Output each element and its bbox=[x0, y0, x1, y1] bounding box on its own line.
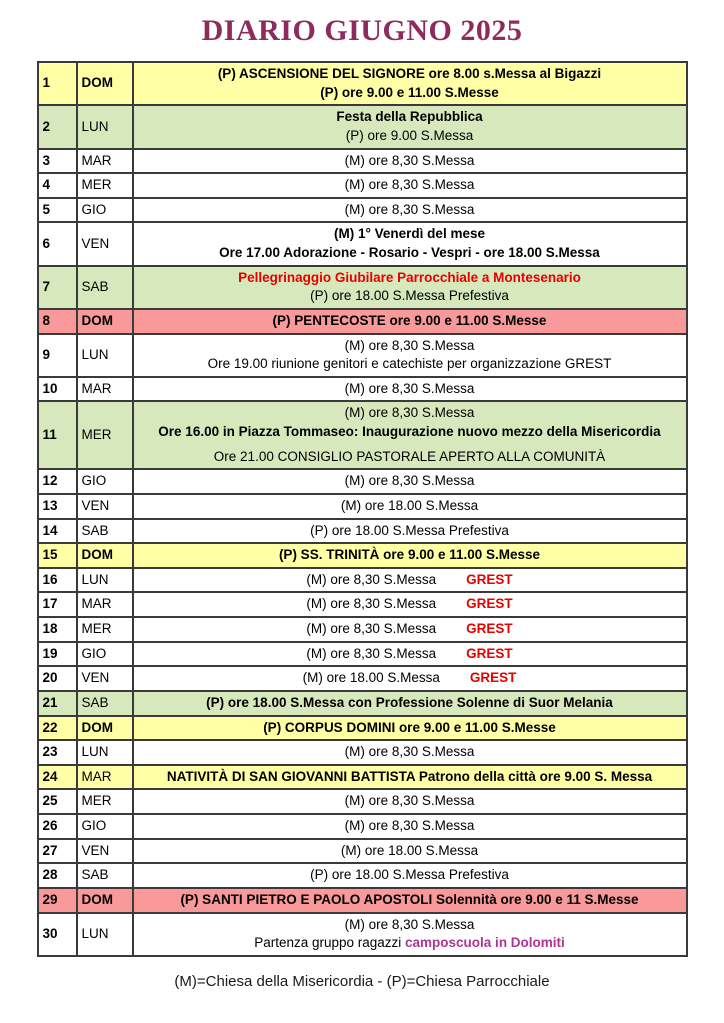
weekday-label: MAR bbox=[77, 592, 133, 617]
diary-row bbox=[38, 173, 687, 198]
event-line bbox=[138, 225, 682, 244]
day-events bbox=[133, 592, 687, 617]
diary-row bbox=[38, 568, 687, 593]
weekday-label: LUN bbox=[77, 568, 133, 593]
day-number: 16 bbox=[38, 568, 77, 593]
diary-row bbox=[38, 888, 687, 913]
event-line bbox=[138, 792, 682, 811]
diary-row bbox=[38, 716, 687, 741]
event-line bbox=[138, 287, 682, 306]
weekday-label: MAR bbox=[77, 377, 133, 402]
event-text: NATIVITÀ DI SAN GIOVANNI BATTISTA Patrono della città ore 9.00 S. Messa bbox=[166, 768, 653, 784]
diary-row bbox=[38, 469, 687, 494]
day-number: 15 bbox=[38, 543, 77, 568]
event-text: (P) ASCENSIONE DEL SIGNORE ore 8.00 s.Messa al Bigazzi bbox=[217, 66, 602, 81]
weekday-label: VEN bbox=[77, 666, 133, 691]
weekday-label: GIO bbox=[77, 469, 133, 494]
day-number: 22 bbox=[38, 716, 77, 741]
event-text: GREST bbox=[469, 670, 517, 686]
day-events bbox=[133, 814, 687, 839]
day-number: 12 bbox=[38, 469, 77, 494]
event-text: Ore 17.00 Adorazione - Rosario - Vespri - ore 18.00 S.Messa bbox=[219, 245, 600, 260]
event-text: (M) 1° Venerdì del mese bbox=[334, 226, 485, 242]
event-line bbox=[138, 595, 682, 614]
event-text: Pellegrinaggio Giubilare Parrocchiale a Montesenario bbox=[238, 269, 581, 285]
event-line bbox=[138, 817, 682, 836]
diary-row bbox=[38, 913, 687, 956]
weekday-label: VEN bbox=[77, 839, 133, 864]
event-text: (P) ore 18.00 S.Messa con Professione Solenne di Suor Melania bbox=[206, 694, 613, 710]
day-number: 5 bbox=[38, 198, 77, 223]
day-number: 30 bbox=[38, 913, 77, 956]
event-text: (P) SANTI PIETRO E PAOLO APOSTOLI Solennità ore 9.00 e 11 S.Messe bbox=[180, 891, 639, 907]
day-number: 26 bbox=[38, 814, 77, 839]
day-number: 3 bbox=[38, 149, 77, 174]
event-text: (M) ore 8,30 S.Messa bbox=[344, 380, 475, 396]
day-events bbox=[133, 494, 687, 519]
event-text: Ore 16.00 in Piazza Tommaseo: Inaugurazione nuovo mezzo della Misericordia bbox=[158, 424, 661, 439]
diary-row bbox=[38, 617, 687, 642]
event-text: GREST bbox=[466, 645, 513, 661]
event-line bbox=[138, 176, 682, 195]
event-line bbox=[138, 891, 682, 910]
day-events bbox=[133, 716, 687, 741]
day-number: 7 bbox=[38, 266, 77, 309]
day-number: 29 bbox=[38, 888, 77, 913]
weekday-label: GIO bbox=[77, 814, 133, 839]
day-events bbox=[133, 666, 687, 691]
diary-row bbox=[38, 814, 687, 839]
weekday-label: SAB bbox=[77, 519, 133, 544]
weekday-label: GIO bbox=[77, 198, 133, 223]
event-line bbox=[138, 84, 682, 103]
event-text: (M) ore 8,30 S.Messa bbox=[344, 152, 475, 168]
weekday-label: DOM bbox=[77, 716, 133, 741]
event-text: Ore 21.00 CONSIGLIO PASTORALE APERTO ALLA COMUNITÀ bbox=[213, 448, 606, 464]
event-line bbox=[138, 546, 682, 565]
diary-row bbox=[38, 334, 687, 377]
diary-row bbox=[38, 740, 687, 765]
weekday-label: VEN bbox=[77, 494, 133, 519]
weekday-label: MER bbox=[77, 789, 133, 814]
event-line bbox=[138, 571, 682, 590]
event-text: (M) ore 8,30 S.Messa bbox=[306, 645, 437, 661]
day-events bbox=[133, 469, 687, 494]
diary-row bbox=[38, 839, 687, 864]
weekday-label: SAB bbox=[77, 691, 133, 716]
event-text: (M) ore 8,30 S.Messa bbox=[344, 337, 475, 353]
day-number: 27 bbox=[38, 839, 77, 864]
diary-row bbox=[38, 222, 687, 265]
event-line bbox=[138, 380, 682, 399]
weekday-label: LUN bbox=[77, 913, 133, 956]
diary-row bbox=[38, 765, 687, 790]
event-text: (M) ore 18.00 S.Messa bbox=[302, 670, 440, 686]
event-text: (M) ore 8,30 S.Messa bbox=[306, 596, 437, 612]
weekday-label: SAB bbox=[77, 266, 133, 309]
event-line bbox=[138, 620, 682, 639]
event-text: (M) ore 18.00 S.Messa bbox=[340, 497, 479, 513]
day-events bbox=[133, 105, 687, 148]
event-text: (M) ore 8,30 S.Messa bbox=[344, 793, 475, 809]
diary-row bbox=[38, 149, 687, 174]
weekday-label: LUN bbox=[77, 334, 133, 377]
event-line bbox=[138, 152, 682, 171]
event-text: (M) ore 8,30 S.Messa bbox=[344, 744, 475, 760]
day-number: 4 bbox=[38, 173, 77, 198]
event-text: (M) ore 8,30 S.Messa bbox=[344, 473, 475, 489]
day-number: 18 bbox=[38, 617, 77, 642]
event-line bbox=[138, 244, 682, 263]
weekday-label: GIO bbox=[77, 642, 133, 667]
diary-row bbox=[38, 863, 687, 888]
day-number: 24 bbox=[38, 765, 77, 790]
weekday-label: DOM bbox=[77, 543, 133, 568]
day-events bbox=[133, 62, 687, 105]
event-line bbox=[138, 842, 682, 861]
event-text: (M) ore 8,30 S.Messa bbox=[344, 818, 475, 833]
event-line bbox=[138, 269, 682, 288]
day-number: 14 bbox=[38, 519, 77, 544]
event-line bbox=[138, 768, 682, 787]
event-line bbox=[138, 743, 682, 762]
event-text: (M) ore 8,30 S.Messa bbox=[344, 405, 475, 421]
day-number: 13 bbox=[38, 494, 77, 519]
day-events bbox=[133, 863, 687, 888]
weekday-label: MER bbox=[77, 173, 133, 198]
event-text: (P) ore 9.00 e 11.00 S.Messe bbox=[320, 84, 499, 100]
day-events bbox=[133, 377, 687, 402]
event-text: (M) ore 8,30 S.Messa bbox=[344, 916, 475, 932]
day-events bbox=[133, 568, 687, 593]
diary-row bbox=[38, 642, 687, 667]
event-line bbox=[138, 866, 682, 885]
event-line bbox=[138, 108, 682, 127]
day-number: 6 bbox=[38, 222, 77, 265]
day-events bbox=[133, 401, 687, 469]
event-line bbox=[138, 337, 682, 356]
event-line bbox=[138, 65, 682, 84]
event-text: (M) ore 8,30 S.Messa bbox=[306, 621, 437, 636]
weekday-label: MER bbox=[77, 401, 133, 469]
day-events bbox=[133, 222, 687, 265]
event-line bbox=[138, 669, 682, 688]
diary-row bbox=[38, 62, 687, 105]
day-events bbox=[133, 266, 687, 309]
diary-row bbox=[38, 592, 687, 617]
diary-table bbox=[37, 61, 688, 957]
day-number: 17 bbox=[38, 592, 77, 617]
diary-row bbox=[38, 789, 687, 814]
weekday-label: LUN bbox=[77, 105, 133, 148]
day-number: 8 bbox=[38, 309, 77, 334]
event-text: GREST bbox=[466, 571, 513, 587]
event-line bbox=[138, 719, 682, 738]
event-text: (P) ore 18.00 S.Messa Prefestiva bbox=[310, 288, 509, 304]
day-number: 21 bbox=[38, 691, 77, 716]
event-line bbox=[138, 694, 682, 713]
day-events bbox=[133, 642, 687, 667]
diary-row bbox=[38, 401, 687, 469]
weekday-label: SAB bbox=[77, 863, 133, 888]
weekday-label: MAR bbox=[77, 765, 133, 790]
diary-row bbox=[38, 377, 687, 402]
day-events bbox=[133, 543, 687, 568]
day-events bbox=[133, 765, 687, 790]
day-number: 25 bbox=[38, 789, 77, 814]
day-number: 20 bbox=[38, 666, 77, 691]
day-events bbox=[133, 691, 687, 716]
event-text: Festa della Repubblica bbox=[336, 109, 483, 125]
day-events bbox=[133, 617, 687, 642]
page-title: DIARIO GIUGNO 2025 bbox=[201, 14, 523, 47]
event-line bbox=[138, 472, 682, 491]
event-line bbox=[138, 423, 682, 442]
day-number: 11 bbox=[38, 401, 77, 469]
day-number: 10 bbox=[38, 377, 77, 402]
event-text: (P) ore 18.00 S.Messa Prefestiva bbox=[310, 867, 509, 883]
legend-text: (M)=Chiesa della Misericordia - (P)=Chiesa Parrocchiale bbox=[174, 972, 550, 990]
weekday-label: MAR bbox=[77, 149, 133, 174]
event-line bbox=[138, 201, 682, 220]
day-events bbox=[133, 519, 687, 544]
day-events bbox=[133, 309, 687, 334]
day-events bbox=[133, 173, 687, 198]
day-number: 2 bbox=[38, 105, 77, 148]
event-text: (P) CORPUS DOMINI ore 9.00 e 11.00 S.Messe bbox=[263, 719, 556, 735]
event-text: (P) SS. TRINITÀ ore 9.00 e 11.00 S.Messe bbox=[278, 547, 541, 563]
day-events bbox=[133, 839, 687, 864]
day-events bbox=[133, 740, 687, 765]
event-line bbox=[138, 522, 682, 541]
event-text: (P) ore 18.00 S.Messa Prefestiva bbox=[310, 522, 509, 538]
event-text: (M) ore 8,30 S.Messa bbox=[344, 177, 475, 193]
event-line bbox=[138, 497, 682, 516]
weekday-label: MER bbox=[77, 617, 133, 642]
day-number: 1 bbox=[38, 62, 77, 105]
day-number: 23 bbox=[38, 740, 77, 765]
day-events bbox=[133, 789, 687, 814]
diary-row bbox=[38, 519, 687, 544]
event-line bbox=[138, 127, 682, 146]
event-text: (M) ore 18.00 S.Messa bbox=[340, 842, 479, 858]
event-text: Ore 19.00 riunione genitori e catechiste per organizzazione GREST bbox=[207, 356, 612, 372]
day-events bbox=[133, 913, 687, 956]
weekday-label: LUN bbox=[77, 740, 133, 765]
weekday-label: DOM bbox=[77, 888, 133, 913]
event-text: GREST bbox=[466, 621, 513, 636]
event-line bbox=[138, 448, 682, 467]
event-line bbox=[138, 312, 682, 331]
weekday-label: DOM bbox=[77, 309, 133, 334]
event-text: (P) PENTECOSTE ore 9.00 e 11.00 S.Messe bbox=[272, 312, 547, 328]
diary-row bbox=[38, 494, 687, 519]
event-line bbox=[138, 916, 682, 935]
day-events bbox=[133, 198, 687, 223]
day-events bbox=[133, 334, 687, 377]
event-line bbox=[138, 355, 682, 374]
event-text: Partenza gruppo ragazzi bbox=[254, 935, 406, 951]
diary-body bbox=[38, 62, 687, 956]
event-text: camposcuola in Dolomiti bbox=[405, 935, 565, 951]
diary-row bbox=[38, 309, 687, 334]
diary-row bbox=[38, 198, 687, 223]
day-events bbox=[133, 888, 687, 913]
diary-row bbox=[38, 691, 687, 716]
day-number: 28 bbox=[38, 863, 77, 888]
event-line bbox=[138, 645, 682, 664]
event-text: (M) ore 8,30 S.Messa bbox=[344, 201, 475, 217]
event-line bbox=[138, 934, 682, 953]
event-text: GREST bbox=[466, 596, 513, 612]
diary-row bbox=[38, 105, 687, 148]
diary-row bbox=[38, 266, 687, 309]
diary-row bbox=[38, 543, 687, 568]
day-number: 19 bbox=[38, 642, 77, 667]
event-text: (P) ore 9.00 S.Messa bbox=[345, 127, 474, 143]
event-text: (M) ore 8,30 S.Messa bbox=[306, 571, 437, 587]
event-line bbox=[138, 404, 682, 423]
diary-row bbox=[38, 666, 687, 691]
weekday-label: VEN bbox=[77, 222, 133, 265]
weekday-label: DOM bbox=[77, 62, 133, 105]
day-number: 9 bbox=[38, 334, 77, 377]
day-events bbox=[133, 149, 687, 174]
